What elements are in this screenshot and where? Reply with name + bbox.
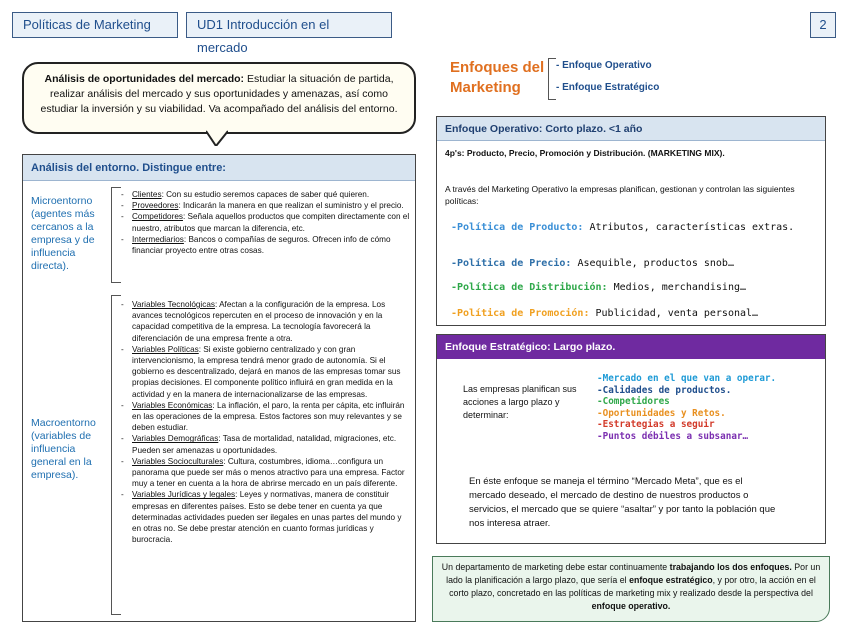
note-text: Un departamento de marketing debe estar continuamente — [441, 562, 670, 572]
note-text: Por un lado la planificación a largo plazo, que sería el — [446, 562, 821, 585]
term: Clientes — [132, 190, 162, 199]
macroenvironment-label: Macroentorno (variables de influencia general en la empresa). — [31, 417, 96, 481]
strategic-item: -Oportunidades y Retos. — [597, 407, 726, 419]
policy-name: -Política de Precio: — [451, 258, 572, 269]
strategic-item: -Puntos débiles a subsanar… — [597, 430, 749, 442]
term-description: : Afectan a la configuración de la empresa. Los avances tecnológicos repercuten en el proceso de innovación y en la capacidad competitiva de la empresa. La tecnología favorecerá la diferenciación de una empresa frente a otra. — [132, 300, 386, 343]
micro-item — [119, 211, 411, 233]
strategic-box — [436, 334, 826, 544]
strategic-item: -Mercado en el que van a operar. — [597, 373, 777, 384]
term: Variables Demográficas — [132, 434, 219, 444]
term: Variables Políticas — [132, 344, 199, 354]
policy-name: -Política de Producto: — [451, 222, 584, 233]
term: Competidores — [132, 212, 183, 222]
macro-item — [119, 433, 411, 455]
strategic-item: -Estrategias a seguir — [597, 419, 715, 430]
policy-text: Asequible, productos snob… — [571, 258, 734, 269]
policy-price — [451, 257, 819, 270]
enfoques-bracket — [548, 58, 556, 100]
opportunity-analysis-bubble — [22, 62, 416, 134]
policy-name: -Política de Promoción: — [451, 308, 590, 319]
macro-item — [119, 456, 411, 490]
term-description: : Indicarán la manera en que realizan el suministro y el precio. — [178, 201, 404, 211]
micro-list — [119, 189, 411, 256]
operative-box — [436, 116, 826, 326]
term: Variables Económicas — [132, 400, 213, 410]
subject-tab: Políticas de Marketing — [12, 12, 178, 38]
page-number: 2 — [810, 12, 836, 38]
enfoque-estrategico-item: - Enfoque Estratégico — [556, 82, 660, 93]
term-description: : Cultura, costumbres, idioma…configura un panorama que puede ser más o menos atractivo para una empresa. Factor muy a tener en cuenta a la hora de abrirse mercado en un país diferente. — [132, 456, 405, 489]
strategic-item: -Calidades de productos. — [597, 384, 732, 396]
note-bold: enfoque estratégico — [629, 575, 713, 585]
environment-panel — [22, 154, 416, 622]
policy-text: Atributos, características extras. — [583, 222, 795, 233]
term-description: : Señala aquellos productos que compiten directamente con el nuestro, atributos que marcan la diferencia, etc. — [132, 212, 410, 233]
microenvironment-label: Microentorno (agentes más cercanos a la empresa y de influencia directa). — [31, 195, 95, 272]
term-description: : Leyes y normativas, manera de constituir empresas en diferentes países. Esto se debe tener en cuenta ya que determinadas actividades pueden ser ilegales en unas partes del mundo y en otras no. Se debe prestar atención en cuanto formas jurídicas y burocracia. — [132, 490, 402, 545]
operative-title: Enfoque Operativo: Corto plazo. <1 año — [437, 117, 825, 141]
macro-item — [119, 344, 411, 400]
macro-item — [119, 489, 411, 545]
bubble-text: Estudiar la situación de partida, realizar análisis del mercado y sus oportunidades y amenazas, así como estudiar la inversión y su viabilidad. Va acompañado del análisis del entorno. — [40, 73, 398, 115]
term: Proveedores — [132, 201, 179, 211]
micro-item — [119, 189, 411, 200]
policy-text: Publicidad, venta personal… — [589, 308, 759, 319]
summary-note — [432, 556, 830, 622]
strategic-title: Enfoque Estratégico: Largo plazo. — [437, 335, 825, 359]
strategic-list — [597, 373, 823, 442]
macro-item — [119, 400, 411, 434]
micro-item — [119, 234, 411, 256]
term: Variables Tecnológicas — [132, 300, 215, 309]
term-description: : Con su estudio seremos capaces de saber qué quieren. — [161, 190, 370, 199]
bubble-tail — [206, 130, 228, 146]
strategic-intro: Las empresas planifican sus acciones a largo plazo y determinar: — [463, 384, 577, 420]
term: Intermediarios — [132, 234, 184, 244]
unit-tab: UD1 Introducción en el mercado — [186, 12, 392, 38]
policy-product — [451, 221, 819, 234]
term-description: : Tasa de mortalidad, natalidad, migraciones, etc. Pueden ser amenazas u oportunidades. — [132, 434, 397, 455]
strategic-item: -Competidores — [597, 396, 670, 407]
term-description: : La inflación, el paro, la renta per cápita, etc influirán en las operaciones de la empresa. Estos factores son muy relevantes y se deben estudiar. — [132, 400, 405, 433]
note-bold: trabajando los dos enfoques. — [669, 562, 792, 572]
macro-list — [119, 299, 411, 545]
enfoque-operativo-item: - Enfoque Operativo — [556, 60, 652, 71]
bubble-bold: Análisis de oportunidades del mercado: — [44, 73, 245, 85]
policy-text: Medios, merchandising… — [607, 282, 747, 293]
note-bold: enfoque operativo. — [591, 601, 671, 611]
micro-item — [119, 200, 411, 211]
macro-item — [119, 299, 411, 344]
term: Variables Socioculturales — [132, 456, 224, 466]
term-description: : Si existe gobierno centralizado y con gran intervencionismo, la empresa tendrá menor grado de autonomía. Si el gobierno es descentralizado, dejará en manos de las empresas tomar sus propias decisiones. El componente político influirá en gran medida en la actividad y en la manera de internacionalizarse de las empresas. — [132, 344, 401, 399]
policy-name: -Política de Distribución: — [451, 282, 608, 293]
term: Variables Jurídicas y legales — [132, 490, 236, 500]
four-ps-text: 4p's: Producto, Precio, Promoción y Distribución. (MARKETING MIX). — [445, 148, 725, 158]
operative-description: A través del Marketing Operativo la empresas planifican, gestionan y controlan las siguientes políticas: — [445, 184, 795, 206]
enfoques-title: Enfoques del Marketing — [450, 59, 545, 96]
target-market-text: En éste enfoque se maneja el término “Mercado Meta”, que es el mercado deseado, el mercado de destino de nuestros productos o servicios, el mercado que se quiere “asaltar” y por tanto la población que nos interesa atraer. — [469, 476, 776, 529]
term-description: : Bancos o compañías de seguros. Ofrecen info de cómo financiar proyecto entre otras cosas. — [132, 234, 391, 256]
environment-title: Análisis del entorno. Distingue entre: — [23, 155, 415, 181]
note-text: , y por otro, la acción en el corto plazo, concretado en las políticas de marketing mix y realizado desde la perspectiva del — [449, 575, 816, 598]
policy-distribution — [451, 281, 819, 294]
policy-promotion — [451, 307, 819, 320]
